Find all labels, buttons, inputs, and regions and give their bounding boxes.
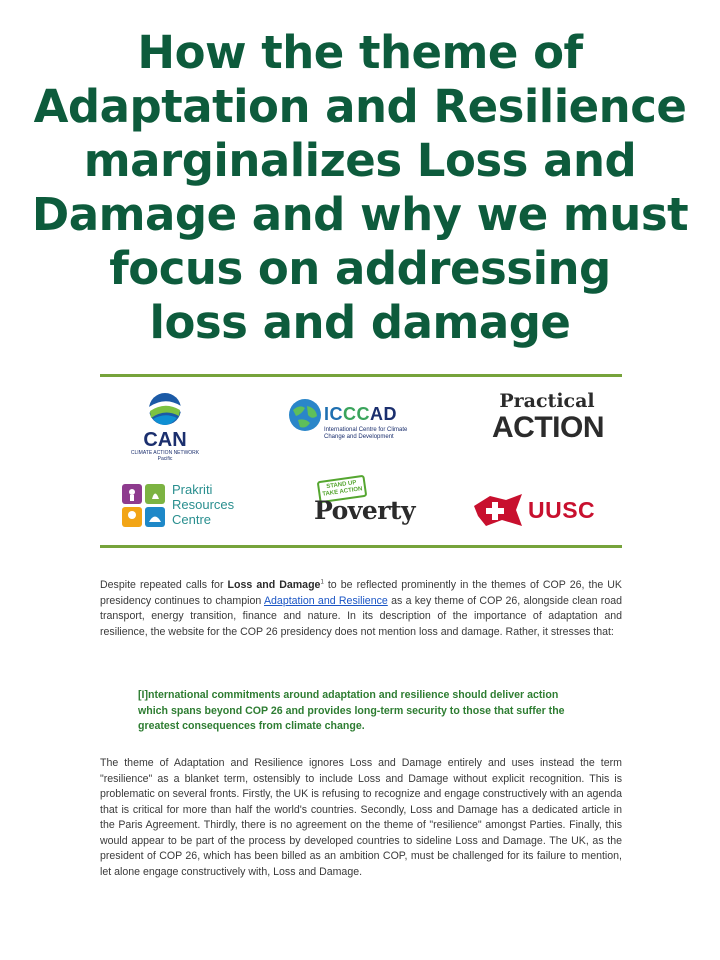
practical-action-logo (492, 390, 602, 444)
top-divider (100, 374, 622, 377)
icccad-wordmark (324, 404, 397, 425)
can-globe-icon (143, 392, 187, 426)
uusc-mark-icon (472, 492, 524, 528)
can-region: Pacific (157, 456, 173, 462)
title-line: focus on addressing (109, 242, 611, 295)
icccad-word-part: AD (370, 404, 397, 424)
intro-text: Despite repeated calls for (100, 579, 228, 591)
prakriti-line: Resources (172, 497, 235, 512)
icccad-word-part: IC (324, 404, 343, 424)
title-line: loss and damage (149, 296, 571, 349)
partner-logos (100, 380, 622, 542)
presidency-quote: [I]nternational commitments around adaptation and resilience should deliver action which spans beyond COP 26 and provides long-term security to those that suffer the greatest consequences from climate change. (138, 689, 565, 732)
uusc-wordmark: UUSC (528, 497, 596, 523)
icccad-subtitle: International Centre for Climate Change and Development (324, 427, 408, 440)
footnote-ref: 1 (320, 579, 324, 586)
icccad-word-part: CC (343, 404, 370, 424)
poverty-stamp: STAND UP TAKE ACTION (317, 475, 368, 503)
prakriti-logo (122, 480, 252, 536)
bottom-divider (100, 545, 622, 548)
prakriti-wordmark (172, 482, 234, 527)
end-poverty-logo (304, 478, 414, 534)
adaptation-resilience-link[interactable]: Adaptation and Resilience (263, 594, 388, 607)
intro-text: to be reflected prominently in the themes of COP 26, the UK presidency continues to champion (100, 579, 623, 607)
page-title (30, 26, 690, 350)
prakriti-line: Prakriti (172, 482, 213, 497)
title-line: Damage and why we must (31, 188, 689, 241)
prakriti-tiles-icon (122, 484, 166, 528)
title-line: Adaptation and Resilience (33, 80, 687, 133)
can-subtitle: CLIMATE ACTION NETWORK (130, 450, 200, 456)
practical-action-bottom: ACTION (492, 411, 604, 444)
can-wordmark: CAN (143, 429, 187, 451)
loss-and-damage-term: Loss and Damage (227, 579, 321, 591)
can-logo (130, 392, 200, 460)
uusc-logo (472, 492, 602, 532)
icccad-logo (288, 394, 418, 454)
prakriti-line: Centre (172, 512, 212, 527)
poverty-wordmark: Poverty (314, 496, 415, 525)
intro-text: as a key theme of COP 26, alongside clean road transport, energy transition, finance and nature. In its description of the importance of adaptation and resilience, the website for the COP 26 presidency does not mention loss and damage. Rather, it stresses that: (100, 594, 622, 638)
intro-paragraph (100, 578, 622, 640)
title-line: How the theme of (137, 26, 583, 79)
practical-action-top: Practical (499, 390, 595, 412)
title-line: marginalizes Loss and (83, 134, 637, 187)
icccad-globe-icon (288, 398, 322, 432)
analysis-paragraph: The theme of Adaptation and Resilience ignores Loss and Damage entirely and uses instead the term "resilience" as a blanket term, ostensibly to include Loss and Damage without explicit recognition. This is problematic on several fronts. Firstly, the UK is refusing to recognize and engage constructively with an agenda that is critical for more than half the world's countries. Secondly, Loss and Damage has a dedicated article in the Paris Agreement. Thirdly, there is no agreement on the theme of "resilience" amongst Parties. Finally, this would appear to be part of the process by developed countries to sideline Loss and Damage. The UK, as the president of COP 26, which has been billed as an ambition COP, must be challenged for its failure to mention, let alone engage constructively with, Loss and Damage. (100, 757, 622, 878)
